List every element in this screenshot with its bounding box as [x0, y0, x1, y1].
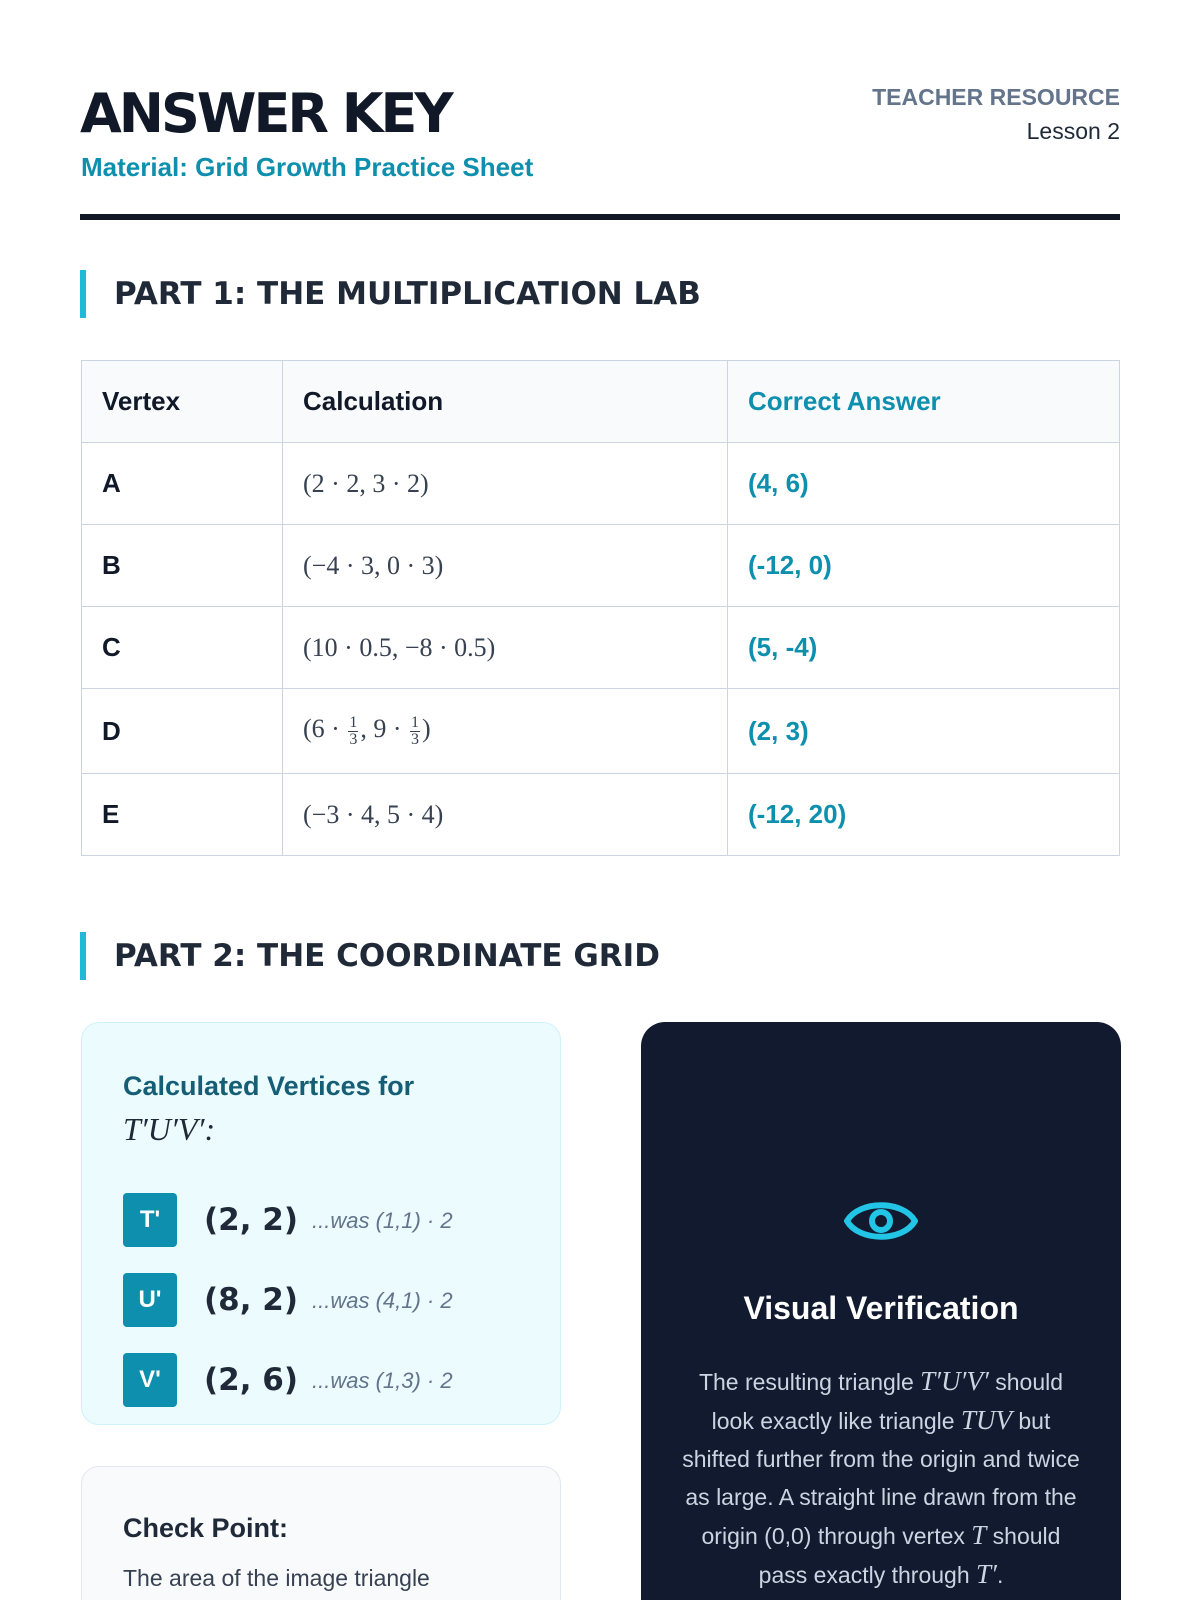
vertex-cell: E	[82, 774, 283, 856]
section-accent-bar	[80, 932, 86, 980]
math-run: TUV	[960, 1405, 1012, 1435]
vertex-note: ...was (4,1) · 2	[312, 1288, 453, 1313]
page-title: ANSWER KEY	[80, 82, 451, 145]
vertices-card-math: T′U′V′:	[123, 1111, 216, 1147]
vertex-coordinate: (8, 2)	[204, 1282, 299, 1318]
table-row	[82, 689, 1120, 774]
header-meta	[872, 82, 1120, 146]
table-row	[82, 443, 1120, 525]
fraction-denominator: 3	[349, 730, 358, 748]
math-run: T′	[976, 1559, 997, 1589]
part2-heading	[80, 932, 880, 980]
check-point-title: Check Point:	[123, 1513, 289, 1543]
vertex-cell: B	[82, 525, 283, 607]
answer-cell: (5, -4)	[728, 607, 1120, 689]
visual-verification-card	[641, 1022, 1121, 1600]
check-point-card	[81, 1466, 561, 1600]
math-run: T	[971, 1520, 987, 1550]
eye-icon	[843, 1194, 919, 1248]
page-subtitle: Material: Grid Growth Practice Sheet	[81, 152, 534, 182]
calc-part: , 9 ·	[360, 714, 408, 744]
resource-label: TEACHER RESOURCE	[872, 84, 1120, 110]
vertex-item	[123, 1353, 553, 1407]
vertex-badge: T'	[123, 1193, 177, 1247]
part1-heading	[80, 270, 880, 318]
table-header-row	[82, 361, 1120, 443]
column-header-answer: Correct Answer	[728, 361, 1120, 443]
part2-title: PART 2: THE COORDINATE GRID	[114, 938, 660, 974]
table-row	[82, 607, 1120, 689]
text-run: should pass exactly through	[758, 1523, 1061, 1588]
vertex-coordinate: (2, 2)	[204, 1202, 299, 1238]
fraction	[410, 715, 420, 748]
vertex-note: ...was (1,1) · 2	[312, 1208, 453, 1233]
text-run: .	[996, 1562, 1004, 1588]
text-run: but shifted further from the origin and twice as large. A straight line drawn from the origin (0,0) through vertex	[682, 1408, 1080, 1549]
visual-verification-text	[681, 1362, 1081, 1594]
lesson-label: Lesson 2	[1026, 118, 1120, 144]
visual-verification-title: Visual Verification	[743, 1290, 1019, 1326]
header-divider	[80, 214, 1120, 220]
fraction-numerator: 1	[411, 713, 419, 731]
table-row	[82, 774, 1120, 856]
text-run: The resulting triangle	[698, 1369, 921, 1395]
vertex-coordinate: (2, 6)	[204, 1362, 299, 1398]
calculation-cell: (−3 · 4, 5 · 4)	[283, 774, 728, 856]
calculation-cell	[283, 689, 728, 774]
vertex-note: ...was (1,3) · 2	[312, 1368, 453, 1393]
check-point-text: The area of the image triangle	[123, 1565, 430, 1591]
table-row	[82, 525, 1120, 607]
calculation-cell: (−4 · 3, 0 · 3)	[283, 525, 728, 607]
multiplication-lab-table	[81, 360, 1120, 856]
section-accent-bar	[80, 270, 86, 318]
fraction-numerator: 1	[349, 713, 358, 731]
part1-title: PART 1: THE MULTIPLICATION LAB	[114, 276, 701, 312]
calculation-cell: (2 · 2, 3 · 2)	[283, 443, 728, 525]
calculated-vertices-card	[81, 1022, 561, 1425]
column-header-calculation: Calculation	[283, 361, 728, 443]
answer-cell: (-12, 0)	[728, 525, 1120, 607]
vertex-badge: V'	[123, 1353, 177, 1407]
math-run: T′U′V′	[920, 1366, 989, 1396]
vertices-card-title: Calculated Vertices for	[123, 1071, 415, 1101]
vertex-item	[123, 1193, 553, 1247]
fraction	[348, 715, 358, 748]
fraction-denominator: 3	[411, 730, 419, 748]
answer-cell: (-12, 20)	[728, 774, 1120, 856]
calc-part: (6 ·	[303, 714, 347, 744]
column-header-vertex: Vertex	[82, 361, 283, 443]
vertex-cell: A	[82, 443, 283, 525]
calc-part: )	[422, 714, 431, 744]
page-header	[80, 82, 1120, 222]
calculation-cell: (10 · 0.5, −8 · 0.5)	[283, 607, 728, 689]
vertex-cell: D	[82, 689, 283, 774]
vertex-item	[123, 1273, 553, 1327]
text-run: should look exactly like triangle	[711, 1369, 1064, 1434]
answer-cell: (4, 6)	[728, 443, 1120, 525]
answer-cell: (2, 3)	[728, 689, 1120, 774]
vertex-cell: C	[82, 607, 283, 689]
vertex-badge: U'	[123, 1273, 177, 1327]
